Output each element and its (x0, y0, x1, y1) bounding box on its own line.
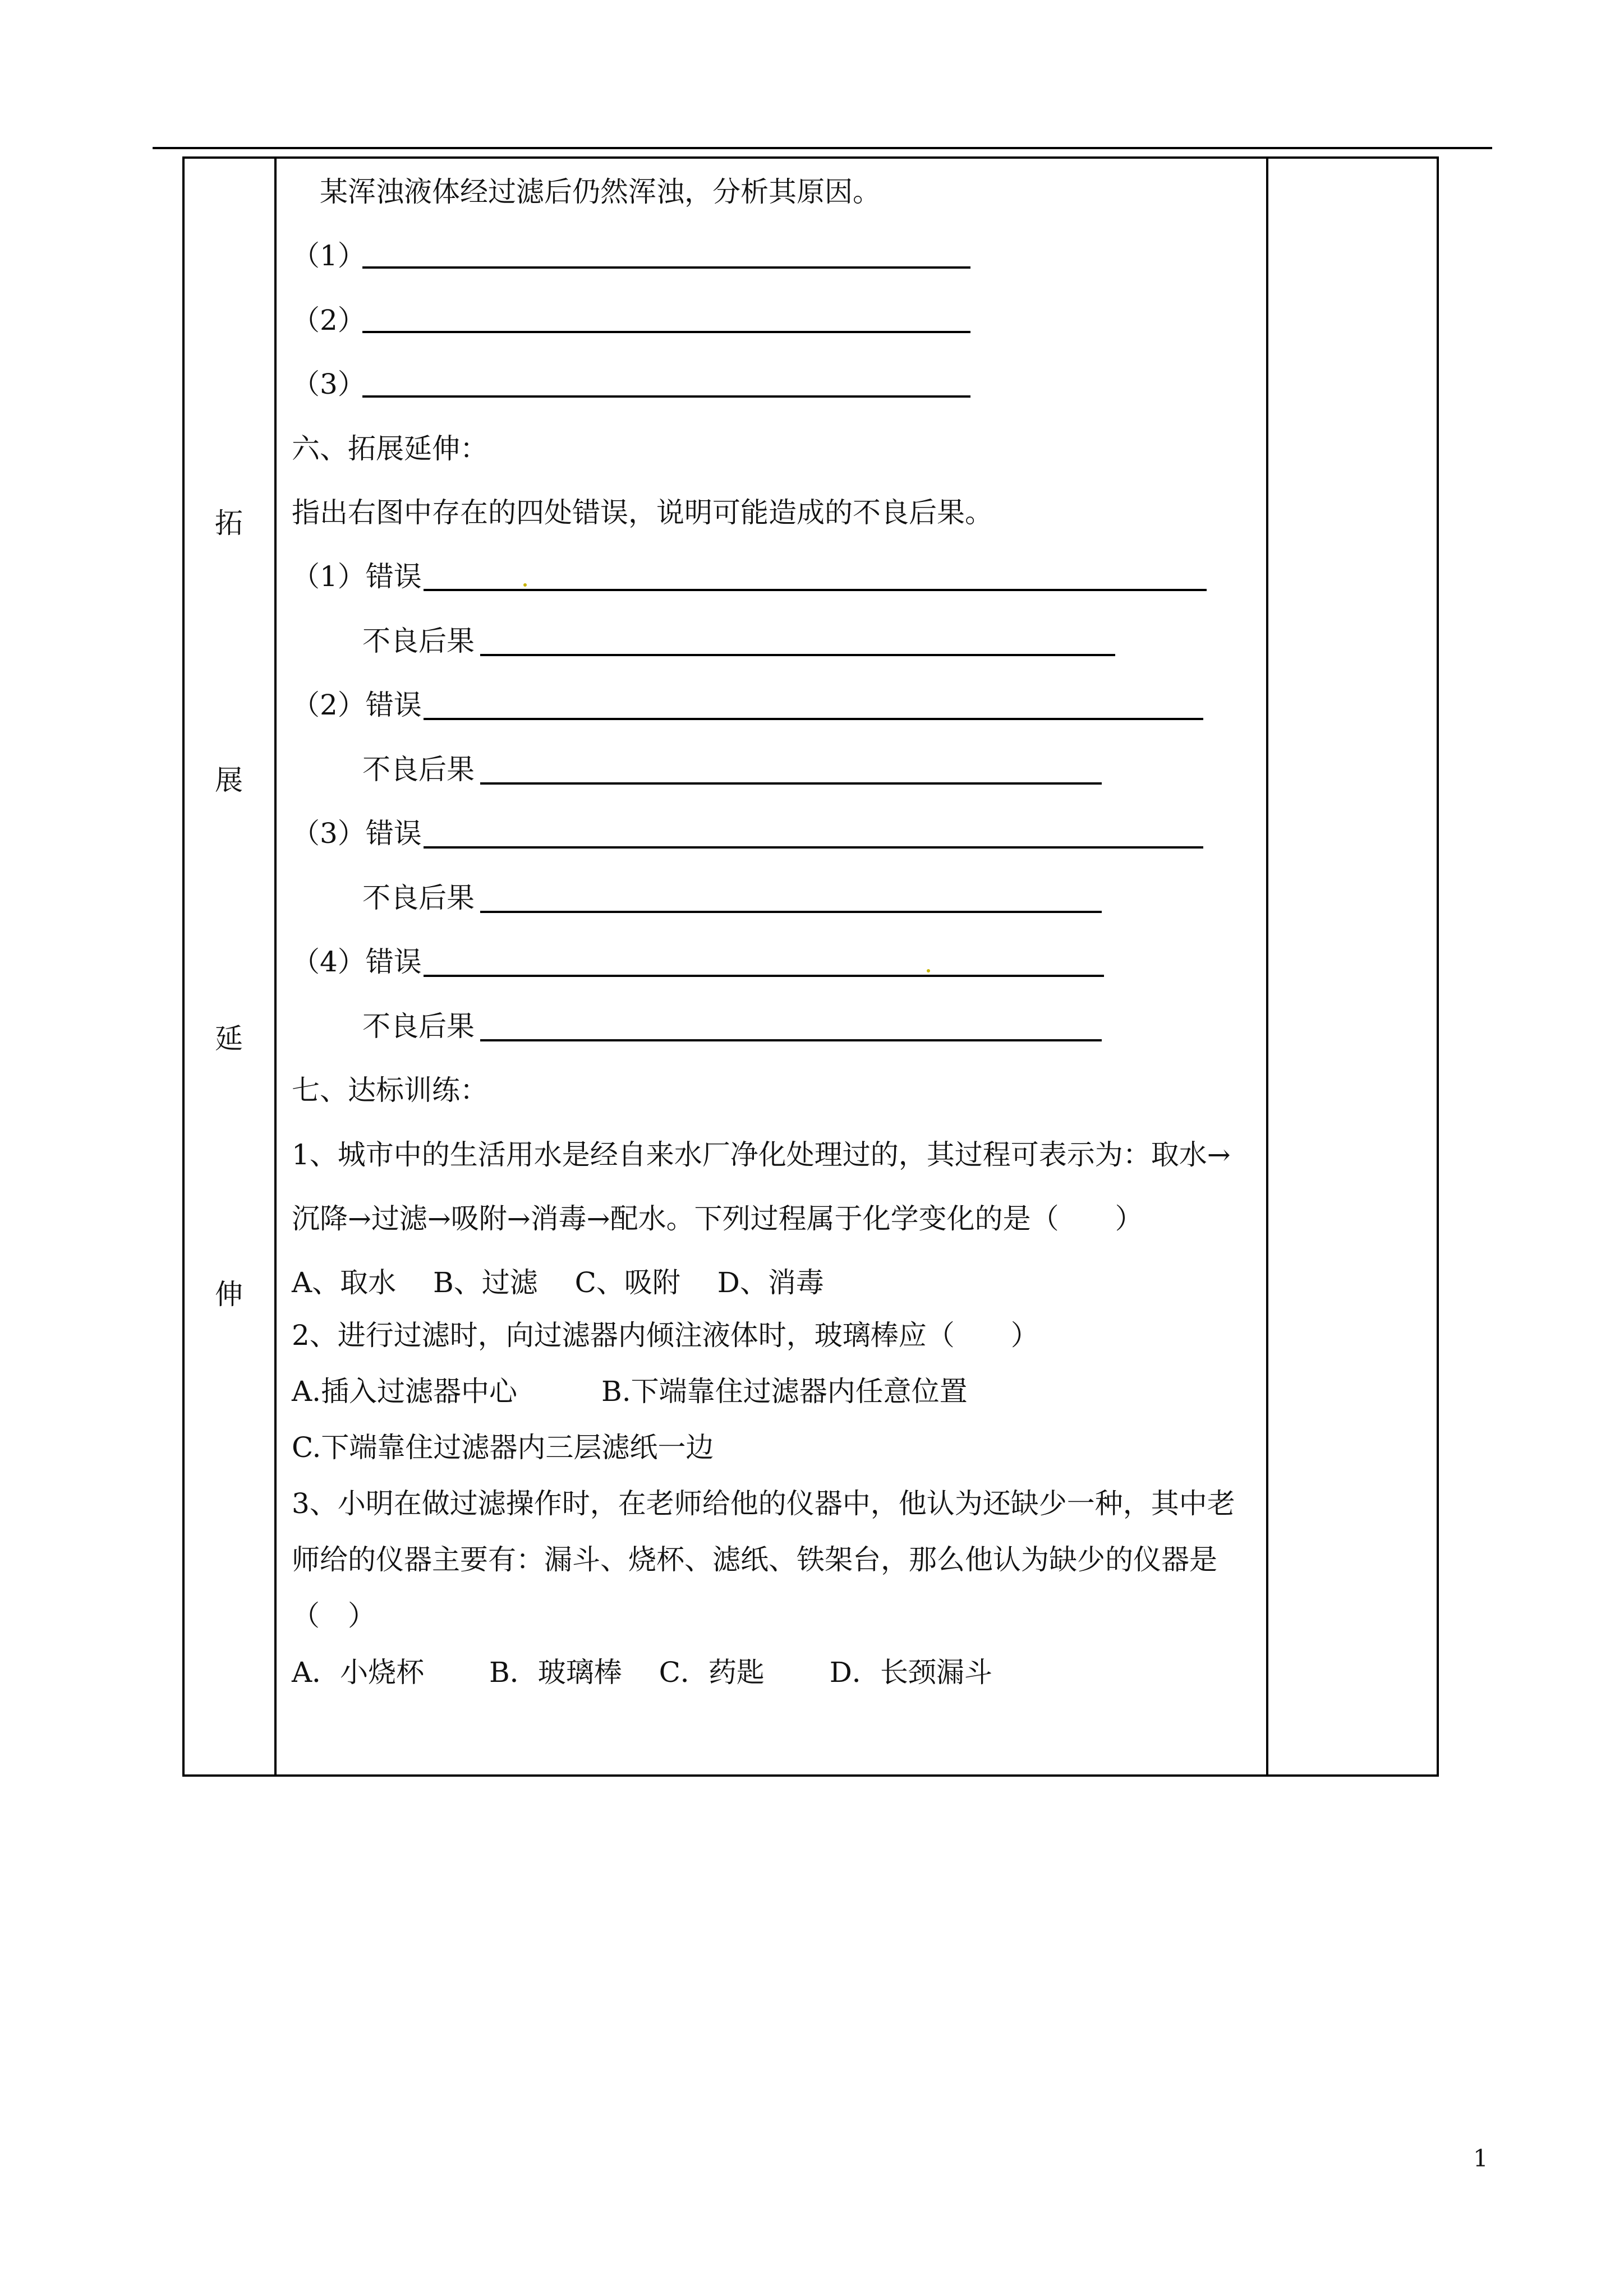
error-answer-line-1[interactable] (424, 589, 1207, 591)
error-answer-line-3[interactable] (424, 846, 1203, 849)
header-rule (153, 147, 1492, 149)
table-column-divider-left (274, 156, 277, 1777)
section6-title: 六、拓展延伸： (292, 432, 488, 465)
consequence-label-3: 不良后果 (362, 882, 475, 914)
error-label-2: （2）错误 (292, 689, 422, 721)
error-label-1: （1）错误 (292, 560, 422, 593)
question3-line1: 3、小明在做过滤操作时，在老师给他的仪器中，他认为还缺少一种，其中老 (292, 1487, 1235, 1520)
print-speck (523, 583, 527, 587)
consequence-answer-line-3[interactable] (480, 911, 1102, 913)
consequence-answer-line-2[interactable] (480, 782, 1102, 785)
question3-answer-parens: （ ） (292, 1599, 376, 1632)
question2-option-c: C.下端靠住过滤器内三层滤纸一边 (292, 1431, 714, 1464)
error-label-3: （3）错误 (292, 817, 422, 850)
error-label-4: （4）错误 (292, 946, 422, 978)
filtration-question-prompt: 某浑浊液体经过滤后仍然浑浊，分析其原因。 (320, 176, 881, 208)
side-label-char-4: 伸 (215, 1278, 243, 1311)
consequence-label-2: 不良后果 (362, 753, 475, 786)
filtration-answer-line-2[interactable] (362, 331, 970, 333)
section6-instruction: 指出右图中存在的四处错误，说明可能造成的不良后果。 (292, 496, 993, 529)
error-answer-line-4[interactable] (424, 975, 1104, 977)
consequence-answer-line-1[interactable] (480, 654, 1115, 656)
consequence-label-4: 不良后果 (362, 1010, 475, 1043)
consequence-label-1: 不良后果 (362, 625, 475, 657)
consequence-answer-line-4[interactable] (480, 1039, 1102, 1041)
question3-options: A．小烧杯 B．玻璃棒 C．药匙 D．长颈漏斗 (292, 1656, 992, 1689)
side-label-char-1: 拓 (215, 507, 243, 540)
question1-options: A、取水 B、过滤 C、吸附 D、消毒 (292, 1266, 824, 1299)
table-column-divider-right (1266, 156, 1268, 1777)
question3-line2: 师给的仪器主要有：漏斗、烧杯、滤纸、铁架台，那么他认为缺少的仪器是 (292, 1543, 1217, 1576)
filtration-blank-label-3: （3） (292, 368, 366, 400)
filtration-blank-label-2: （2） (292, 304, 366, 336)
filtration-answer-line-3[interactable] (362, 395, 970, 398)
side-label-char-3: 延 (215, 1022, 243, 1055)
error-answer-line-2[interactable] (424, 718, 1203, 720)
filtration-answer-line-1[interactable] (362, 266, 970, 269)
question1-line1: 1、城市中的生活用水是经自来水厂净化处理过的，其过程可表示为：取水→ (292, 1138, 1231, 1171)
print-speck (927, 969, 930, 972)
filtration-blank-label-1: （1） (292, 239, 366, 272)
page-number: 1 (1473, 2145, 1488, 2172)
question1-line2: 沉降→过滤→吸附→消毒→配水。下列过程属于化学变化的是（ ） (292, 1202, 1143, 1235)
section7-title: 七、达标训练： (292, 1074, 488, 1106)
question2-line1: 2、进行过滤时，向过滤器内倾注液体时，玻璃棒应（ ） (292, 1319, 1039, 1352)
side-label-char-2: 展 (215, 764, 243, 796)
question2-options-ab: A.插入过滤器中心 B.下端靠住过滤器内任意位置 (292, 1375, 968, 1408)
